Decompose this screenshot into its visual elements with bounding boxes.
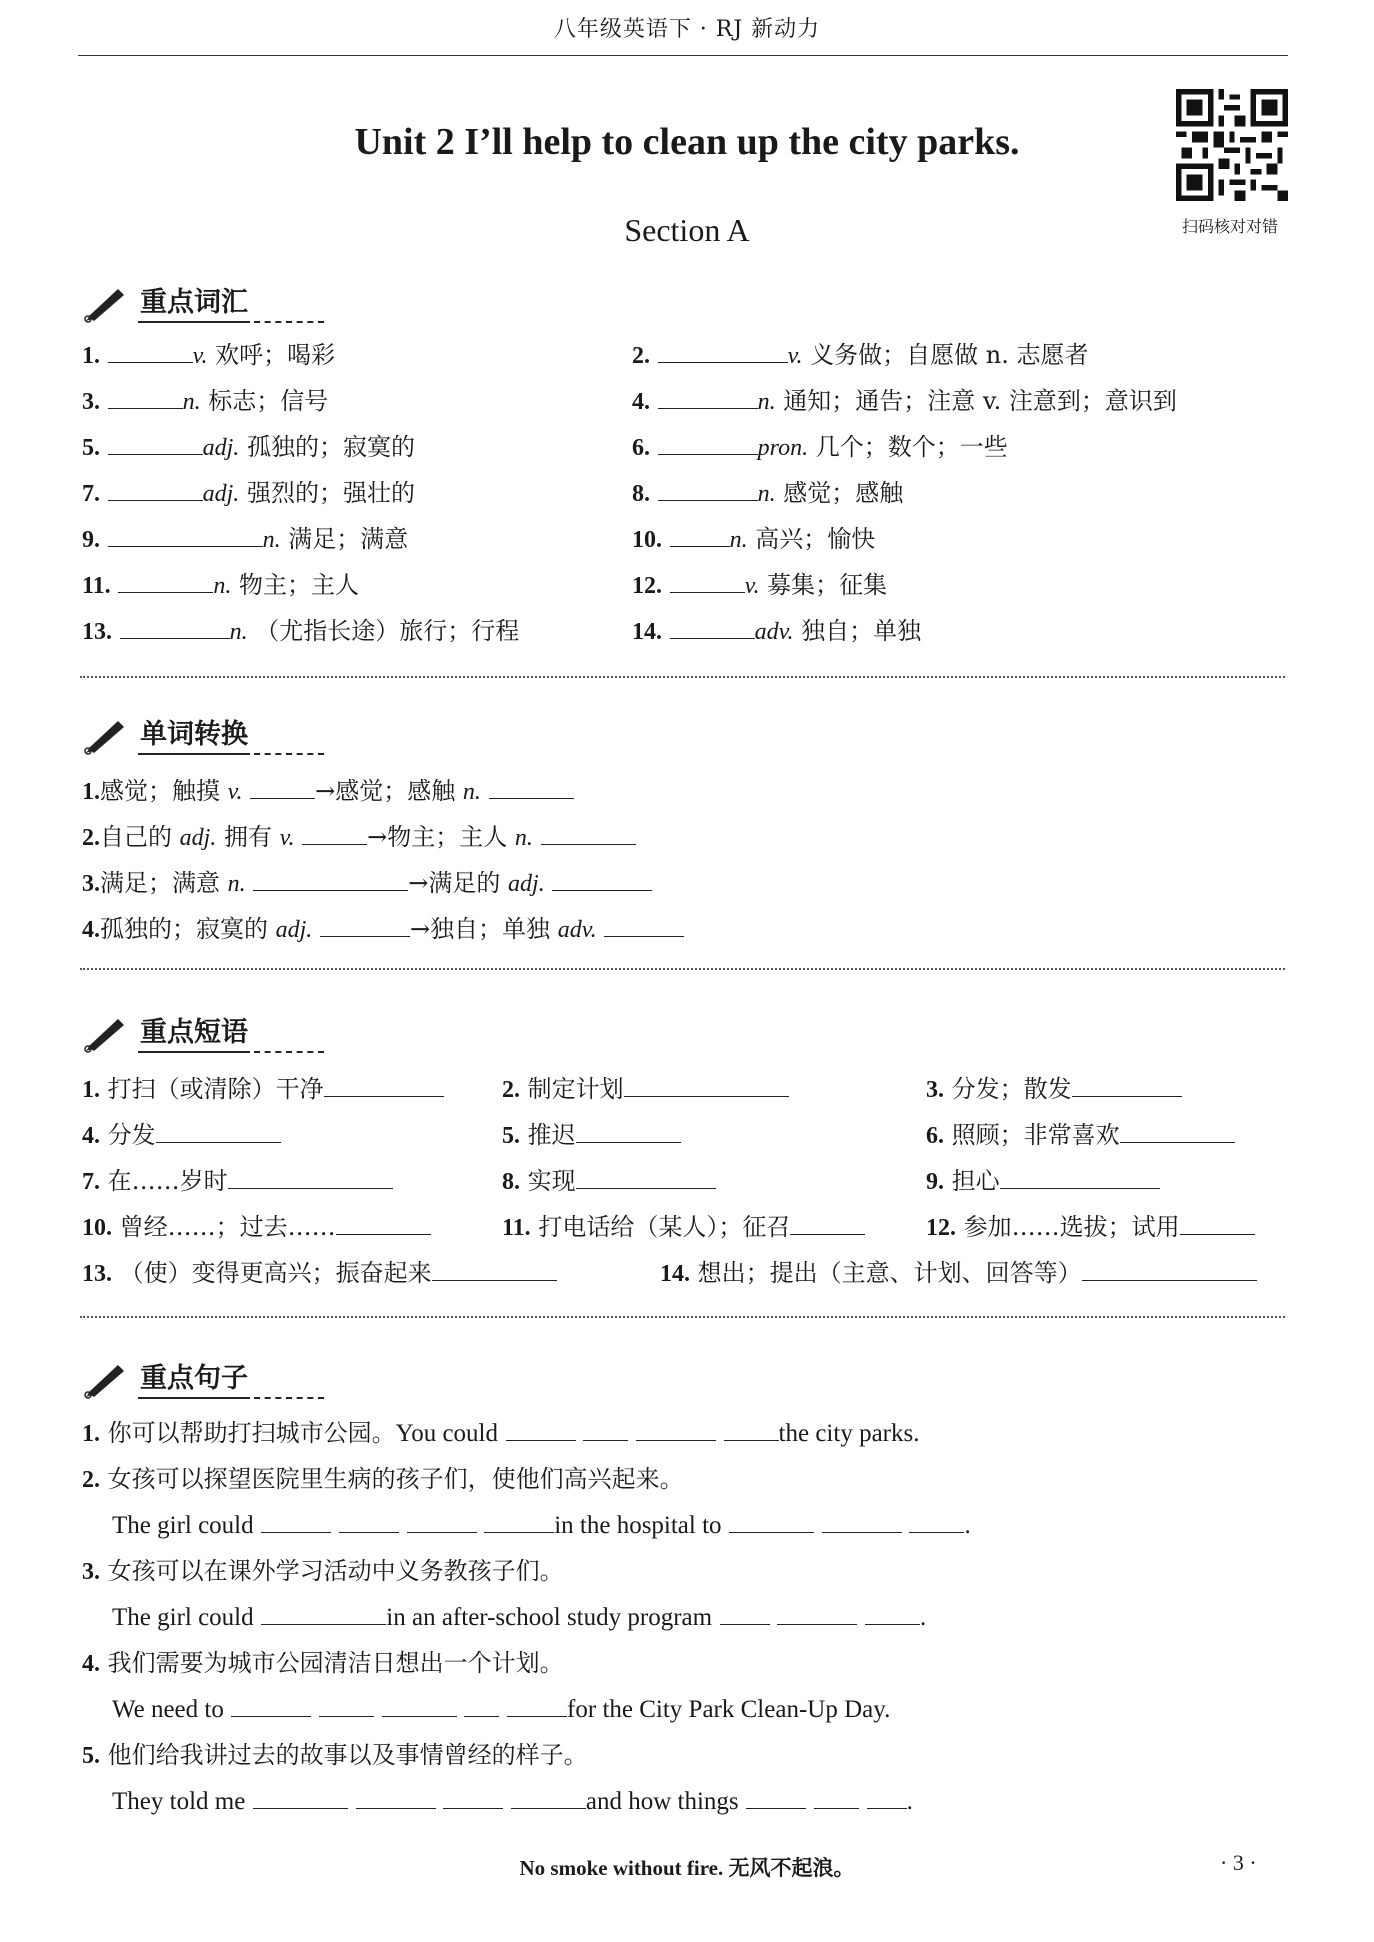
vocab-item: 3. n. 标志；信号 <box>82 387 329 415</box>
phrase-item: 13. （使）变得更高兴；振奋起来 <box>82 1258 557 1289</box>
answer-blank[interactable] <box>541 822 636 845</box>
vocab-heading-text: 重点词汇 <box>138 280 250 323</box>
answer-blank[interactable] <box>1120 1120 1235 1143</box>
sentence-item: 5. 他们给我讲过去的故事以及事情曾经的样子。 <box>82 1741 588 1769</box>
conversion-item: 3.满足；满意 n. →满足的 adj. <box>82 868 652 899</box>
phrase-item: 1. 打扫（或清除）干净 <box>82 1074 444 1105</box>
answer-blank[interactable] <box>120 616 230 639</box>
sentence-english-line: The girl could in an after-school study program . <box>112 1604 927 1631</box>
answer-blank[interactable] <box>658 386 758 409</box>
answer-blank[interactable] <box>356 1786 436 1809</box>
phrase-item: 12. 参加……选拔；试用 <box>926 1212 1255 1243</box>
phrase-item: 5. 推迟 <box>502 1120 681 1151</box>
sentence-item: 3. 女孩可以在课外学习活动中义务教孩子们。 <box>82 1557 564 1585</box>
vocab-item: 14. adv. 独自；单独 <box>632 617 922 645</box>
answer-blank[interactable] <box>777 1602 857 1625</box>
answer-blank[interactable] <box>1000 1166 1160 1189</box>
vocab-item: 10. n. 高兴；愉快 <box>632 525 876 553</box>
vocab-item: 12. v. 募集；征集 <box>632 571 888 599</box>
sentence-item: 2. 女孩可以探望医院里生病的孩子们，使他们高兴起来。 <box>82 1465 684 1493</box>
vocab-item: 4. n. 通知；通告；注意 v. 注意到；意识到 <box>632 387 1177 415</box>
conversion-heading <box>82 712 324 755</box>
answer-blank[interactable] <box>261 1510 331 1533</box>
qr-code[interactable] <box>1176 88 1288 202</box>
pen-icon <box>82 1013 130 1053</box>
section-divider <box>80 968 1285 970</box>
answer-blank[interactable] <box>1082 1258 1257 1281</box>
vocab-item: 8. n. 感觉；感触 <box>632 479 904 507</box>
phrase-item: 11. 打电话给（某人）；征召 <box>502 1212 865 1243</box>
phrase-item: 9. 担心 <box>926 1166 1160 1197</box>
answer-blank[interactable] <box>604 914 684 937</box>
pen-icon <box>82 283 130 323</box>
answer-blank[interactable] <box>250 776 315 799</box>
answer-blank[interactable] <box>464 1694 499 1717</box>
answer-blank[interactable] <box>320 914 410 937</box>
answer-blank[interactable] <box>511 1786 586 1809</box>
vocab-heading <box>82 280 324 323</box>
answer-blank[interactable] <box>746 1786 806 1809</box>
answer-blank[interactable] <box>670 616 755 639</box>
answer-blank[interactable] <box>261 1602 386 1625</box>
answer-blank[interactable] <box>583 1418 628 1441</box>
answer-blank[interactable] <box>658 340 788 363</box>
conversion-item: 4.孤独的；寂寞的 adj. →独自；单独 adv. <box>82 914 684 945</box>
answer-blank[interactable] <box>790 1212 865 1235</box>
answer-blank[interactable] <box>636 1418 716 1441</box>
answer-blank[interactable] <box>624 1074 789 1097</box>
answer-blank[interactable] <box>382 1694 457 1717</box>
section-divider <box>80 676 1285 678</box>
phrase-item: 7. 在……岁时 <box>82 1166 393 1197</box>
answer-blank[interactable] <box>324 1074 444 1097</box>
qr-caption: 扫码核对对错 <box>1181 217 1278 236</box>
answer-blank[interactable] <box>339 1510 399 1533</box>
answer-blank[interactable] <box>724 1418 779 1441</box>
vocab-item: 1. v. 欢呼；喝彩 <box>82 341 336 369</box>
answer-blank[interactable] <box>118 570 213 593</box>
phrase-item: 4. 分发 <box>82 1120 281 1151</box>
conversion-item: 2.自己的 adj. 拥有 v. →物主；主人 n. <box>82 822 636 853</box>
section-divider <box>80 1316 1285 1318</box>
answer-blank[interactable] <box>1072 1074 1182 1097</box>
conversion-heading-text: 单词转换 <box>138 712 250 755</box>
answer-blank[interactable] <box>670 524 730 547</box>
answer-blank[interactable] <box>720 1602 770 1625</box>
sentence-english-line: They told me and how things . <box>112 1788 913 1815</box>
answer-blank[interactable] <box>658 478 758 501</box>
vocab-item: 2. v. 义务做；自愿做 n. 志愿者 <box>632 341 1089 369</box>
phrase-item: 6. 照顾；非常喜欢 <box>926 1120 1235 1151</box>
answer-blank[interactable] <box>576 1120 681 1143</box>
answer-blank[interactable] <box>1180 1212 1255 1235</box>
answer-blank[interactable] <box>108 524 263 547</box>
vocab-item: 7. adj. 强烈的；强壮的 <box>82 479 415 507</box>
conversion-item: 1.感觉；触摸 v. →感觉；感触 n. <box>82 776 574 807</box>
pen-icon <box>82 1359 130 1399</box>
answer-blank[interactable] <box>231 1694 311 1717</box>
sentences-heading <box>82 1356 324 1399</box>
answer-blank[interactable] <box>552 868 652 891</box>
phrases-heading <box>82 1010 324 1053</box>
answer-blank[interactable] <box>507 1694 567 1717</box>
answer-blank[interactable] <box>729 1510 814 1533</box>
answer-blank[interactable] <box>302 822 367 845</box>
phrase-item: 2. 制定计划 <box>502 1074 789 1105</box>
answer-blank[interactable] <box>443 1786 503 1809</box>
answer-blank[interactable] <box>658 432 758 455</box>
answer-blank[interactable] <box>484 1510 554 1533</box>
answer-blank[interactable] <box>319 1694 374 1717</box>
phrase-item: 14. 想出；提出（主意、计划、回答等） <box>660 1258 1257 1289</box>
answer-blank[interactable] <box>336 1212 431 1235</box>
answer-blank[interactable] <box>865 1602 920 1625</box>
answer-blank[interactable] <box>576 1166 716 1189</box>
section-title: Section A <box>624 212 750 248</box>
answer-blank[interactable] <box>108 340 193 363</box>
answer-blank[interactable] <box>253 868 408 891</box>
answer-blank[interactable] <box>867 1786 907 1809</box>
vocab-item: 6. pron. 几个；数个；一些 <box>632 433 1008 461</box>
sentence-item: 1. 你可以帮助打扫城市公园。You could the city parks. <box>82 1419 920 1447</box>
header-rule <box>78 55 1288 56</box>
answer-blank[interactable] <box>814 1786 859 1809</box>
answer-blank[interactable] <box>670 570 745 593</box>
answer-blank[interactable] <box>506 1418 576 1441</box>
vocab-item: 11. n. 物主；主人 <box>82 571 359 599</box>
vocab-item: 9. n. 满足；满意 <box>82 525 409 553</box>
unit-title: Unit 2 I’ll help to clean up the city parks. <box>354 121 1020 163</box>
answer-blank[interactable] <box>253 1786 348 1809</box>
phrase-item: 3. 分发；散发 <box>926 1074 1182 1105</box>
answer-blank[interactable] <box>108 386 183 409</box>
answer-blank[interactable] <box>108 478 203 501</box>
answer-blank[interactable] <box>432 1258 557 1281</box>
sentences-heading-text: 重点句子 <box>138 1356 250 1399</box>
sentence-english-line: We need to for the City Park Clean-Up Day. <box>112 1696 891 1723</box>
running-header: 八年级英语下 · RJ 新动力 <box>553 17 821 42</box>
phrases-heading-text: 重点短语 <box>138 1010 250 1053</box>
sentence-item: 4. 我们需要为城市公园清洁日想出一个计划。 <box>82 1649 564 1677</box>
answer-blank[interactable] <box>822 1510 902 1533</box>
answer-blank[interactable] <box>108 432 203 455</box>
pen-icon <box>82 715 130 755</box>
vocab-item: 13. n. （尤指长途）旅行；行程 <box>82 617 520 645</box>
sentence-english-line: The girl could in the hospital to . <box>112 1512 971 1539</box>
answer-blank[interactable] <box>407 1510 477 1533</box>
phrase-item: 10. 曾经……；过去…… <box>82 1212 431 1243</box>
answer-blank[interactable] <box>228 1166 393 1189</box>
answer-blank[interactable] <box>156 1120 281 1143</box>
vocab-item: 5. adj. 孤独的；寂寞的 <box>82 433 415 461</box>
page-number: · 3 · <box>1220 1850 1257 1875</box>
footer-proverb: No smoke without fire. 无风不起浪。 <box>519 1856 855 1880</box>
answer-blank[interactable] <box>489 776 574 799</box>
answer-blank[interactable] <box>909 1510 964 1533</box>
phrase-item: 8. 实现 <box>502 1166 716 1197</box>
